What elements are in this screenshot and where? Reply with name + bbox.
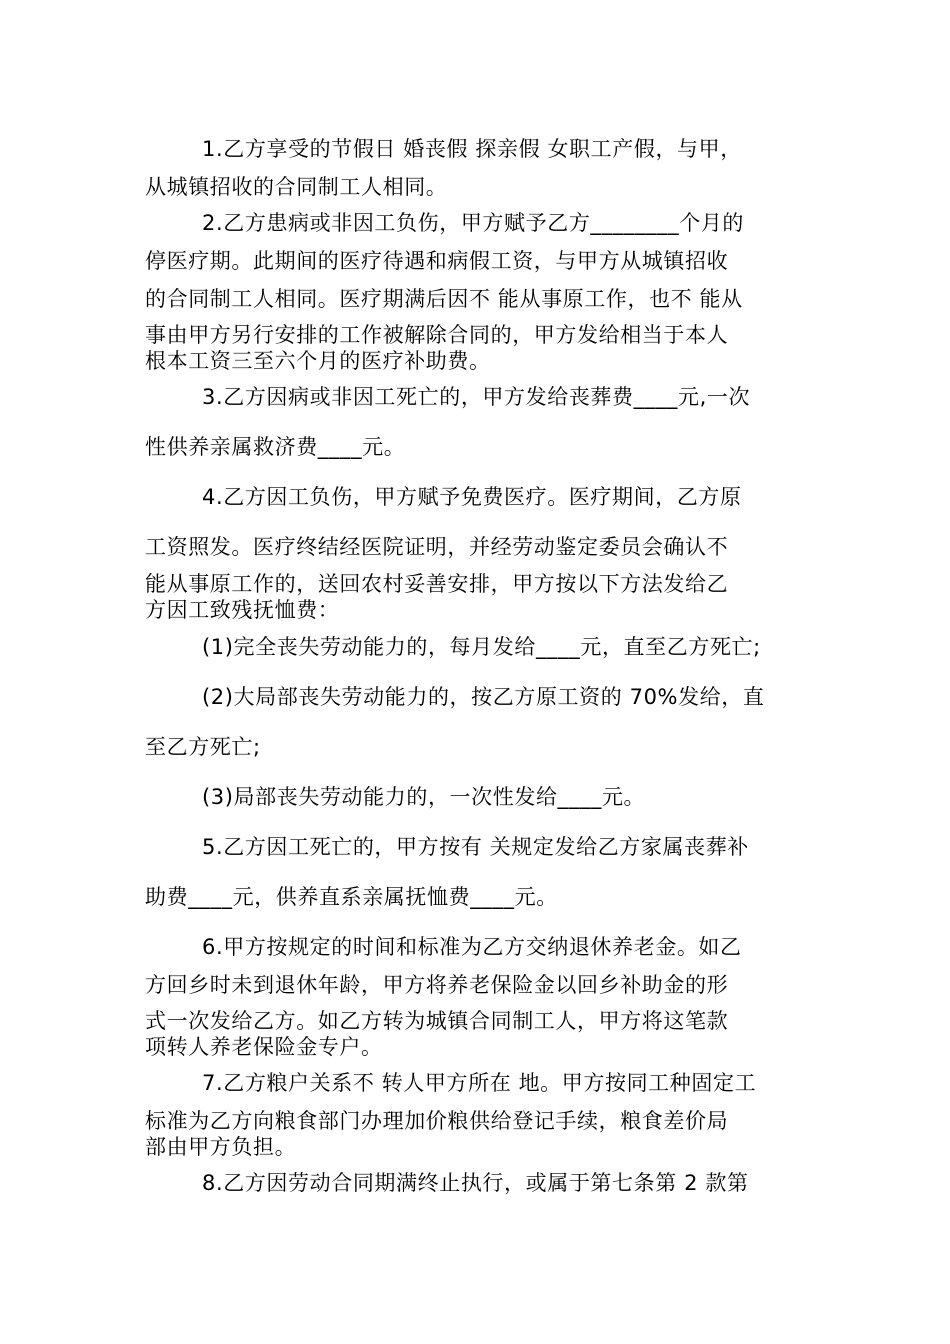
text-line: 事由甲方另行安排的工作被解除合同的，甲方发给相当于本人 — [145, 323, 729, 347]
text-line: 2.乙方患病或非因工负伤，甲方赋予乙方________个月的 — [202, 211, 745, 235]
text-line: 根本工资三至六个月的医疗补助费。 — [145, 349, 491, 373]
text-line: 式一次发给乙方。如乙方转为城镇合同制工人，甲方将这笔款 — [145, 1009, 729, 1033]
text-line: 8.乙方因劳动合同期满终止执行，或属于第七条第 2 款第 — [202, 1171, 749, 1195]
text-line: 工资照发。医疗终结经医院证明，并经劳动鉴定委员会确认不 — [145, 535, 729, 559]
text-line: (2)大局部丧失劳动能力的，按乙方原工资的 70%发给，直 — [202, 685, 765, 709]
text-line: 1.乙方享受的节假日 婚丧假 探亲假 女职工产假，与甲， — [202, 137, 742, 161]
text-line: 方因工致残抚恤费： — [145, 598, 340, 622]
text-line: 6.甲方按规定的时间和标准为乙方交纳退休养老金。如乙 — [202, 935, 742, 959]
text-line: 至乙方死亡; — [145, 735, 261, 759]
text-line: 标准为乙方向粮食部门办理加价粮供给登记手续，粮食差价局 — [145, 1109, 729, 1133]
text-line: 助费____元，供养直系亲属抚恤费____元。 — [145, 885, 558, 909]
text-line: 项转人养老保险金专户。 — [145, 1035, 383, 1059]
text-line: 7.乙方粮户关系不 转人甲方所在 地。甲方按同工种固定工 — [202, 1071, 757, 1095]
text-line: 从城镇招收的合同制工人相同。 — [145, 175, 448, 199]
text-line: 的合同制工人相同。医疗期满后因不 能从事原工作，也不 能从 — [145, 287, 743, 311]
text-line: 4.乙方因工负伤，甲方赋予免费医疗。医疗期间，乙方原 — [202, 485, 742, 509]
text-line: 5.乙方因工死亡的，甲方按有 关规定发给乙方家属丧葬补 — [202, 835, 749, 859]
text-line: (3)局部丧失劳动能力的，一次性发给____元。 — [202, 785, 646, 809]
text-line: 方回乡时未到退休年龄，甲方将养老保险金以回乡补助金的形 — [145, 973, 729, 997]
text-line: 能从事原工作的，送回农村妥善安排，甲方按以下方法发给乙 — [145, 572, 729, 596]
text-line: 停医疗期。此期间的医疗待遇和病假工资，与甲方从城镇招收 — [145, 249, 729, 273]
text-line: (1)完全丧失劳动能力的，每月发给____元，直至乙方死亡; — [202, 635, 761, 659]
text-line: 性供养亲属救济费____元。 — [145, 435, 406, 459]
text-line: 3.乙方因病或非因工死亡的，甲方发给丧葬费____元,一次 — [202, 385, 751, 409]
text-line: 部由甲方负担。 — [145, 1135, 297, 1159]
